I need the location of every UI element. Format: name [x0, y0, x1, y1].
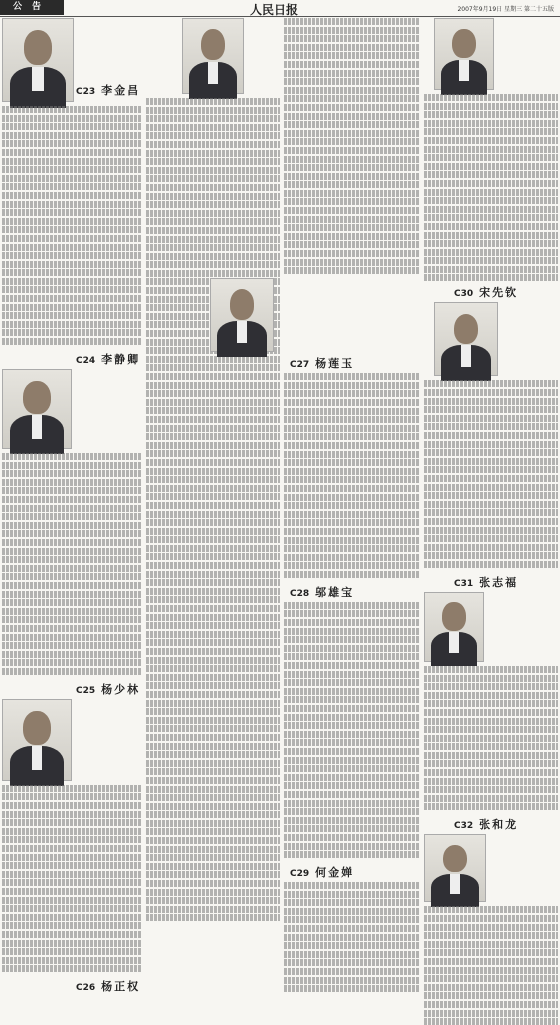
- profile-text: [2, 785, 142, 972]
- profile-block: [2, 351, 142, 675]
- profile-block: [2, 18, 142, 345]
- article-text: [146, 98, 280, 921]
- column-3: [284, 18, 420, 880]
- page-header: [0, 0, 560, 17]
- portrait-photo: [424, 592, 484, 662]
- profile-block: [2, 681, 142, 972]
- profile-id: C30: [454, 289, 474, 300]
- profile-id: C24: [76, 356, 96, 367]
- section-tag: 公告: [0, 0, 64, 15]
- column-4: [424, 18, 558, 832]
- masthead: 人民日报: [250, 3, 299, 17]
- profile-name: 李金昌: [101, 84, 141, 97]
- profile-text: [2, 453, 142, 675]
- portrait-photo: [182, 18, 244, 94]
- profile-id: C28: [290, 588, 310, 599]
- portrait-photo: [2, 699, 72, 781]
- dateline: 2007年9月19日 星期三 第二十五版: [457, 6, 554, 13]
- column-1: [2, 18, 142, 994]
- profile-id: C23: [76, 87, 96, 97]
- profile-text: [2, 106, 142, 345]
- profile-block: [424, 816, 558, 1025]
- profile-text: [284, 373, 420, 578]
- profile-text: [424, 666, 558, 811]
- profile-text: [284, 602, 420, 858]
- article-text: [424, 94, 558, 281]
- profile-text: [424, 906, 558, 1025]
- portrait-photo: [434, 302, 498, 376]
- profile-name: 杨莲玉: [315, 357, 355, 371]
- article-text: [284, 18, 420, 274]
- profile-name: 李静卿: [101, 353, 141, 367]
- profile-id: C31: [454, 578, 474, 589]
- portrait-photo: [424, 834, 486, 902]
- profile-id: C27: [290, 360, 310, 371]
- portrait-photo: [210, 278, 274, 352]
- profile-block: [284, 584, 420, 858]
- profile-id: C26: [76, 983, 96, 994]
- profile-name: 杨正权: [101, 980, 141, 994]
- profile-id: C29: [290, 869, 310, 880]
- profile-id: C25: [76, 685, 96, 696]
- profile-block: [424, 284, 558, 567]
- column-2: [146, 18, 280, 798]
- portrait-photo: [2, 369, 72, 449]
- profile-id: C32: [454, 821, 474, 832]
- profile-text: [284, 882, 420, 992]
- profile-block: [2, 978, 142, 994]
- profile-name: 杨少林: [101, 682, 141, 696]
- profile-name: 邬雄宝: [315, 585, 355, 599]
- profile-block: [284, 864, 420, 992]
- profile-name: 张志福: [479, 575, 519, 589]
- profile-block: [424, 574, 558, 811]
- portrait-photo: [2, 18, 74, 102]
- profile-name: 何金婵: [315, 866, 355, 880]
- profile-text: [424, 380, 558, 567]
- profile-name: 宋先钦: [479, 286, 519, 300]
- portrait-photo: [434, 18, 494, 90]
- profile-name: 张和龙: [479, 818, 519, 832]
- profile-block: [284, 355, 420, 578]
